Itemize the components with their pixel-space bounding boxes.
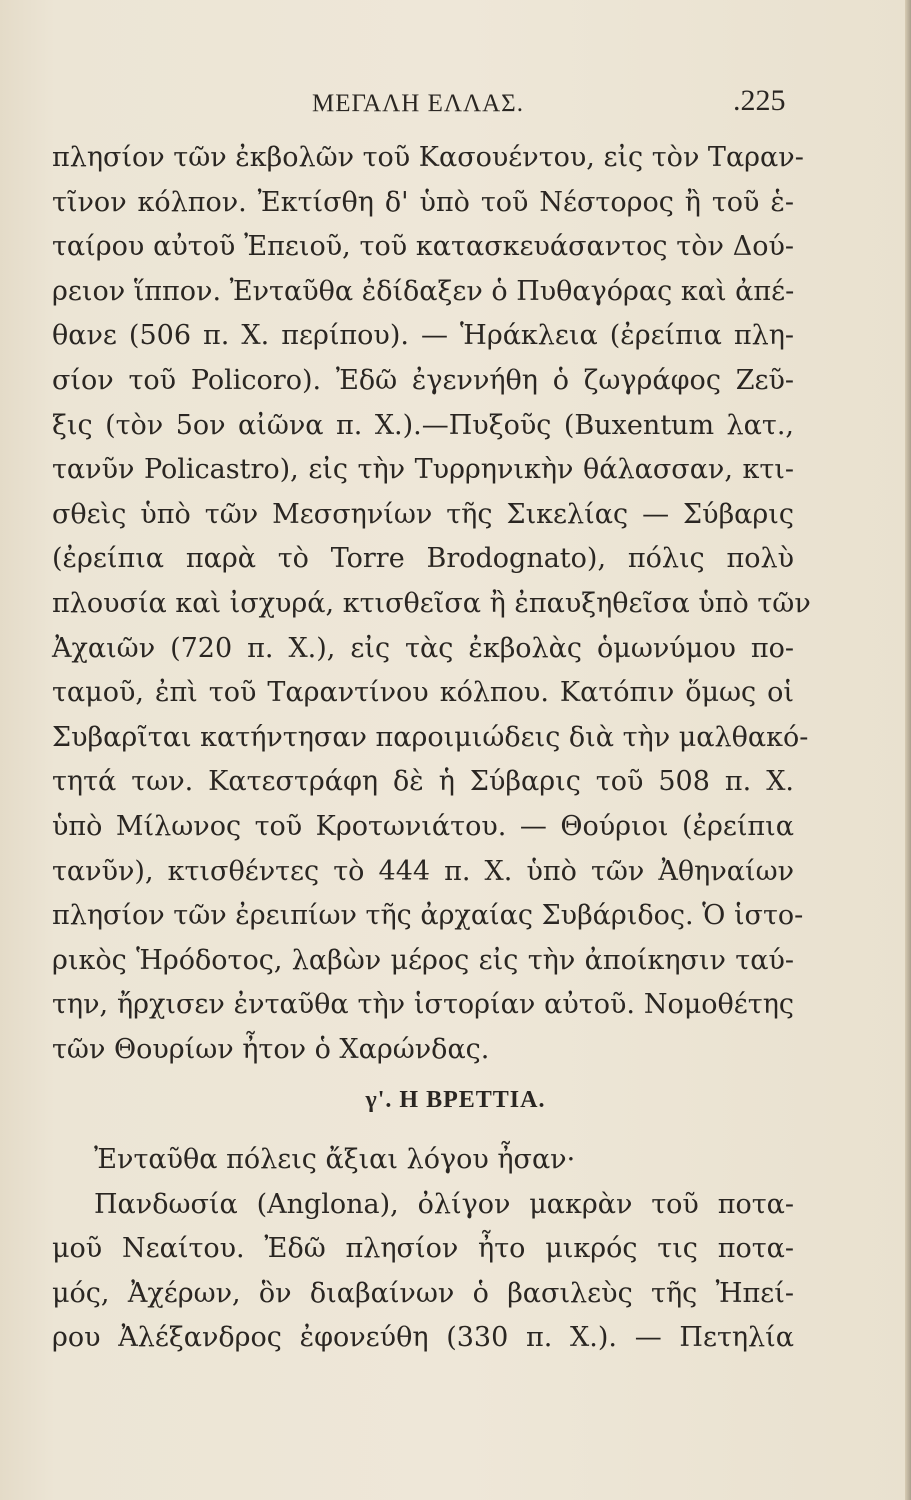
text-line: θανε (506 π. Χ. περίπου). — Ἡράκλεια (ἐρείπια πλη- (52, 320, 794, 352)
text-line: ρου Ἀλέξανδρος ἐφονεύθη (330 π. Χ.). — Πετηλία (52, 1322, 794, 1354)
text-line: ρειον ἵππον. Ἐνταῦθα ἐδίδαξεν ὁ Πυθαγόρας καὶ ἀπέ- (52, 275, 795, 307)
text-line: ξις (τὸν 5ον αἰῶνα π. Χ.).—Πυξοῦς (Buxentum λατ., (52, 409, 794, 441)
page-edge-shadow (905, 0, 911, 1500)
page-number: .225 (733, 84, 786, 117)
text-line: τανῦν), κτισθέντες τὸ 444 π. Χ. ὑπὸ τῶν Ἀθηναίων (52, 855, 794, 887)
section-heading: γ'. Η ΒΡΕΤΤΙΑ. (365, 1087, 546, 1113)
paragraph-section (52, 1138, 794, 1361)
text-line: πλουσία καὶ ἰσχυρά, κτισθεῖσα ἢ ἐπαυξηθεῖσα ὑπὸ τῶν (52, 587, 811, 619)
running-title: ΜΕΓΑΛΗ ΕΛΛΑΣ. (312, 90, 524, 117)
text-line: Ἀχαιῶν (720 π. Χ.), εἰς τὰς ἐκβολὰς ὁμωνύμου πο- (52, 632, 794, 664)
text-line: σθεὶς ὑπὸ τῶν Μεσσηνίων τῆς Σικελίας — Σύβαρις (52, 498, 794, 530)
text-line: πλησίον τῶν ἐρειπίων τῆς ἀρχαίας Συβάριδος. Ὁ ἱστο- (52, 900, 804, 932)
text-line: ὑπὸ Μίλωνος τοῦ Κροτωνιάτου. — Θούριοι (ἐρείπια (52, 810, 794, 842)
text-line: τητά των. Κατεστράφη δὲ ἡ Σύβαρις τοῦ 508 π. Χ. (52, 766, 794, 798)
text-line: Πανδωσία (Anglona), ὀλίγον μακρὰν τοῦ ποτα- (94, 1188, 794, 1220)
text-line: Συβαρῖται κατήντησαν παροιμιώδεις διὰ τὴν μαλθακό- (52, 721, 809, 753)
text-line: (ἐρείπια παρὰ τὸ Torre Brodognato), πόλις πολὺ (52, 543, 794, 575)
text-line: σίον τοῦ Policoro). Ἐδῶ ἐγεννήθη ὁ ζωγράφος Ζεῦ- (52, 364, 794, 396)
text-line: τῶν Θουρίων ἦτον ὁ Χαρώνδας. (52, 1033, 490, 1065)
text-line: μοῦ Νεαίτου. Ἐδῶ πλησίον ἦτο μικρός τις ποτα- (52, 1233, 794, 1265)
text-line: την, ἤρχισεν ἐνταῦθα τὴν ἱστορίαν αὐτοῦ. Νομοθέτης (52, 989, 794, 1021)
text-line: τῖνον κόλπον. Ἐκτίσθη δ' ὑπὸ τοῦ Νέστορος ἢ τοῦ ἑ- (52, 186, 794, 218)
page-header (0, 84, 911, 124)
text-line: ρικὸς Ἡρόδοτος, λαβὼν μέρος εἰς τὴν ἀποίκησιν ταύ- (52, 944, 794, 976)
text-line: πλησίον τῶν ἐκβολῶν τοῦ Κασουέντου, εἰς τὸν Ταραν- (52, 142, 804, 173)
text-line: τανῦν Policastro), εἰς τὴν Τυρρηνικὴν θάλασσαν, κτι- (52, 454, 794, 486)
paragraph-main (52, 136, 811, 1072)
text-line: ταίρου αὐτοῦ Ἐπειοῦ, τοῦ κατασκευάσαντος τὸν Δού- (52, 231, 794, 263)
text-line: μός, Ἀχέρων, ὃν διαβαίνων ὁ βασιλεὺς τῆς Ἠπεί- (52, 1277, 794, 1309)
text-line: Ἐνταῦθα πόλεις ἄξιαι λόγου ἦσαν· (94, 1144, 576, 1175)
text-line: ταμοῦ, ἐπὶ τοῦ Ταραντίνου κόλπου. Κατόπιν ὅμως οἱ (52, 677, 794, 709)
